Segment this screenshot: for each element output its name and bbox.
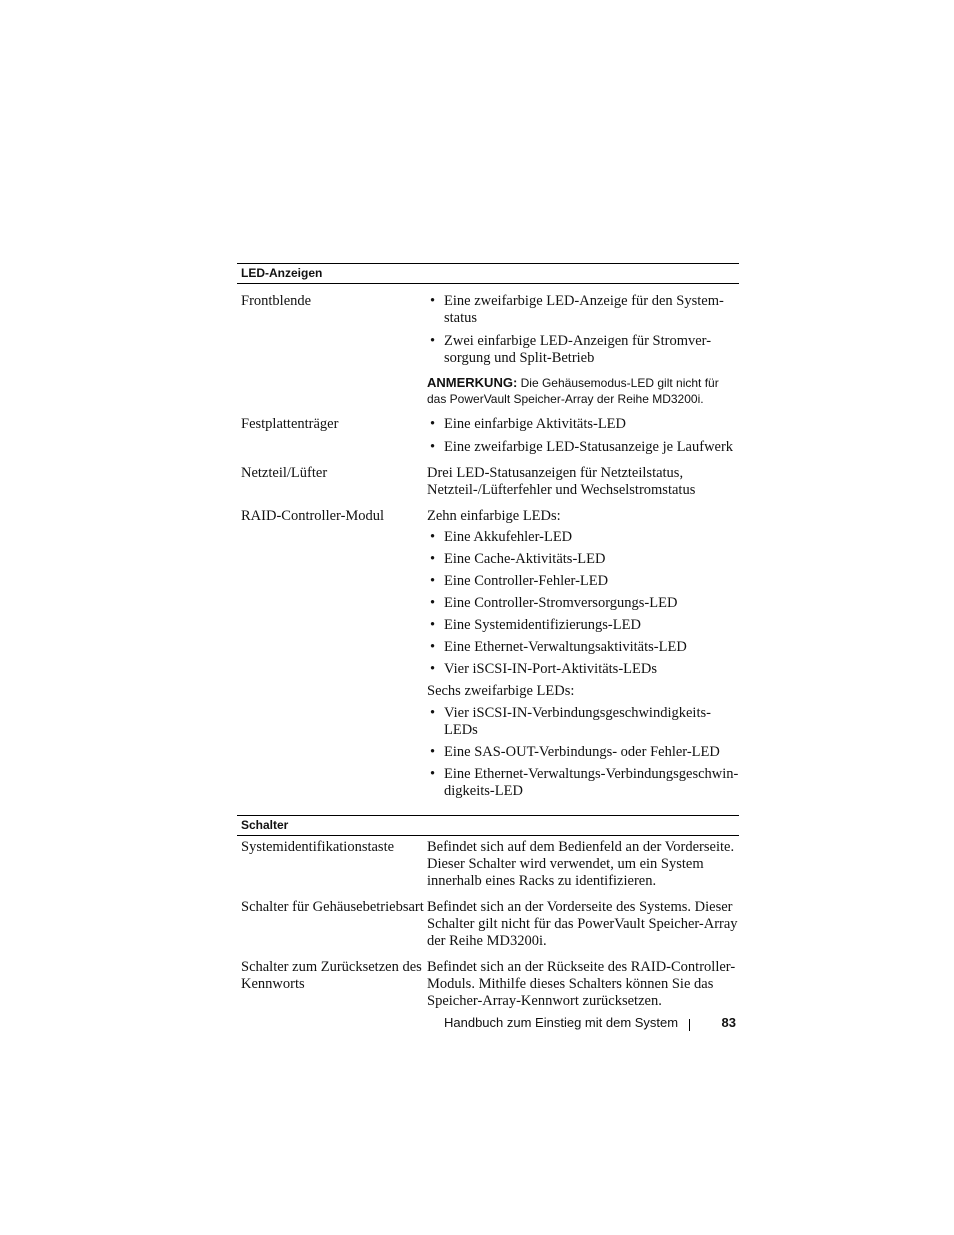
row-label: Festplattenträger: [241, 416, 339, 432]
row-content: Befindet sich auf dem Bedienfeld an der Vorderseite. Dieser Schalter wird verwendet, um ein System innerhalb eines Racks zu identifizieren.: [427, 839, 735, 889]
row-content: [427, 416, 739, 456]
table-row-system-id-button: [237, 839, 739, 890]
row-label: Frontblende: [241, 293, 312, 309]
list-item: • Eine SAS-OUT-Verbindungs- oder Fehler-LED: [427, 744, 739, 761]
row-label: Schalter zum Zurücksetzen des Kennworts: [241, 959, 422, 992]
row-content: Befindet sich an der Vorderseite des Systems. Dieser Schalter gilt nicht für das PowerVault Speicher-Array der Reihe MD3200i.: [427, 899, 738, 949]
list-item: • Eine einfarbige Aktivitäts-LED: [427, 416, 739, 433]
bullet-list: [427, 416, 739, 456]
list-item: • Eine Controller-Stromversorgungs-LED: [427, 595, 739, 612]
list-item: • Eine zweifarbige LED-Anzeige für den System-status: [427, 293, 739, 327]
list-item: • Eine Ethernet-Verwaltungs-Verbindungsgeschwin-digkeits-LED: [427, 766, 739, 800]
row-content: Drei LED-Statusanzeigen für Netzteilstatus, Netzteil-/Lüfterfehler und Wechselstromstatus: [427, 465, 696, 498]
section-heading-leds: LED-Anzeigen: [237, 263, 739, 284]
note-label: ANMERKUNG:: [427, 375, 518, 390]
bullet-list: [427, 529, 739, 678]
list-item: • Eine Systemidentifizierungs-LED: [427, 617, 739, 634]
note-box: [427, 375, 739, 407]
section-heading-switches: Schalter: [237, 815, 739, 836]
table-row-enclosure-mode-switch: [237, 899, 739, 950]
footer-title: Handbuch zum Einstieg mit dem System: [444, 1015, 679, 1030]
table-row-festplattentraeger: [237, 416, 739, 456]
list-intro: Sechs zweifarbige LEDs:: [427, 683, 575, 699]
list-item: • Vier iSCSI-IN-Verbindungsgeschwindigkeits-LEDs: [427, 705, 739, 739]
list-item: • Zwei einfarbige LED-Anzeigen für Stromver-sorgung und Split-Betrieb: [427, 333, 739, 367]
list-item: • Eine Akkufehler-LED: [427, 529, 739, 546]
list-item: • Eine Cache-Aktivitäts-LED: [427, 551, 739, 568]
row-content: Befindet sich an der Rückseite des RAID-Controller-Moduls. Mithilfe dieses Schalters können Sie das Speicher-Array-Kennwort zurücksetzen.: [427, 959, 736, 1009]
table-row-netzteil: [237, 465, 739, 499]
row-label: Systemidentifikationstaste: [241, 839, 395, 855]
row-label: Netzteil/Lüfter: [241, 465, 328, 481]
list-intro: Zehn einfarbige LEDs:: [427, 508, 561, 524]
bullet-list: [427, 293, 739, 367]
row-content: [427, 508, 739, 800]
bullet-list: [427, 705, 739, 800]
list-item: • Eine zweifarbige LED-Statusanzeige je Laufwerk: [427, 439, 739, 456]
spec-table: [237, 263, 739, 1010]
row-label: Schalter für Gehäusebetriebsart: [241, 899, 424, 915]
row-label: RAID-Controller-Modul: [241, 508, 385, 524]
row-content: [427, 293, 739, 407]
table-row-raid-controller: [237, 508, 739, 800]
footer-divider: [689, 1019, 690, 1031]
list-item: • Eine Controller-Fehler-LED: [427, 573, 739, 590]
note-text: Die Gehäusemodus-LED gilt nicht für das PowerVault Speicher-Array der Reihe MD3200i.: [427, 376, 719, 406]
list-item: • Vier iSCSI-IN-Port-Aktivitäts-LEDs: [427, 661, 739, 678]
page-number: 83: [721, 1015, 736, 1030]
list-item: • Eine Ethernet-Verwaltungsaktivitäts-LED: [427, 639, 739, 656]
table-row-frontblende: [237, 293, 739, 407]
table-row-password-reset-switch: [237, 959, 739, 1010]
